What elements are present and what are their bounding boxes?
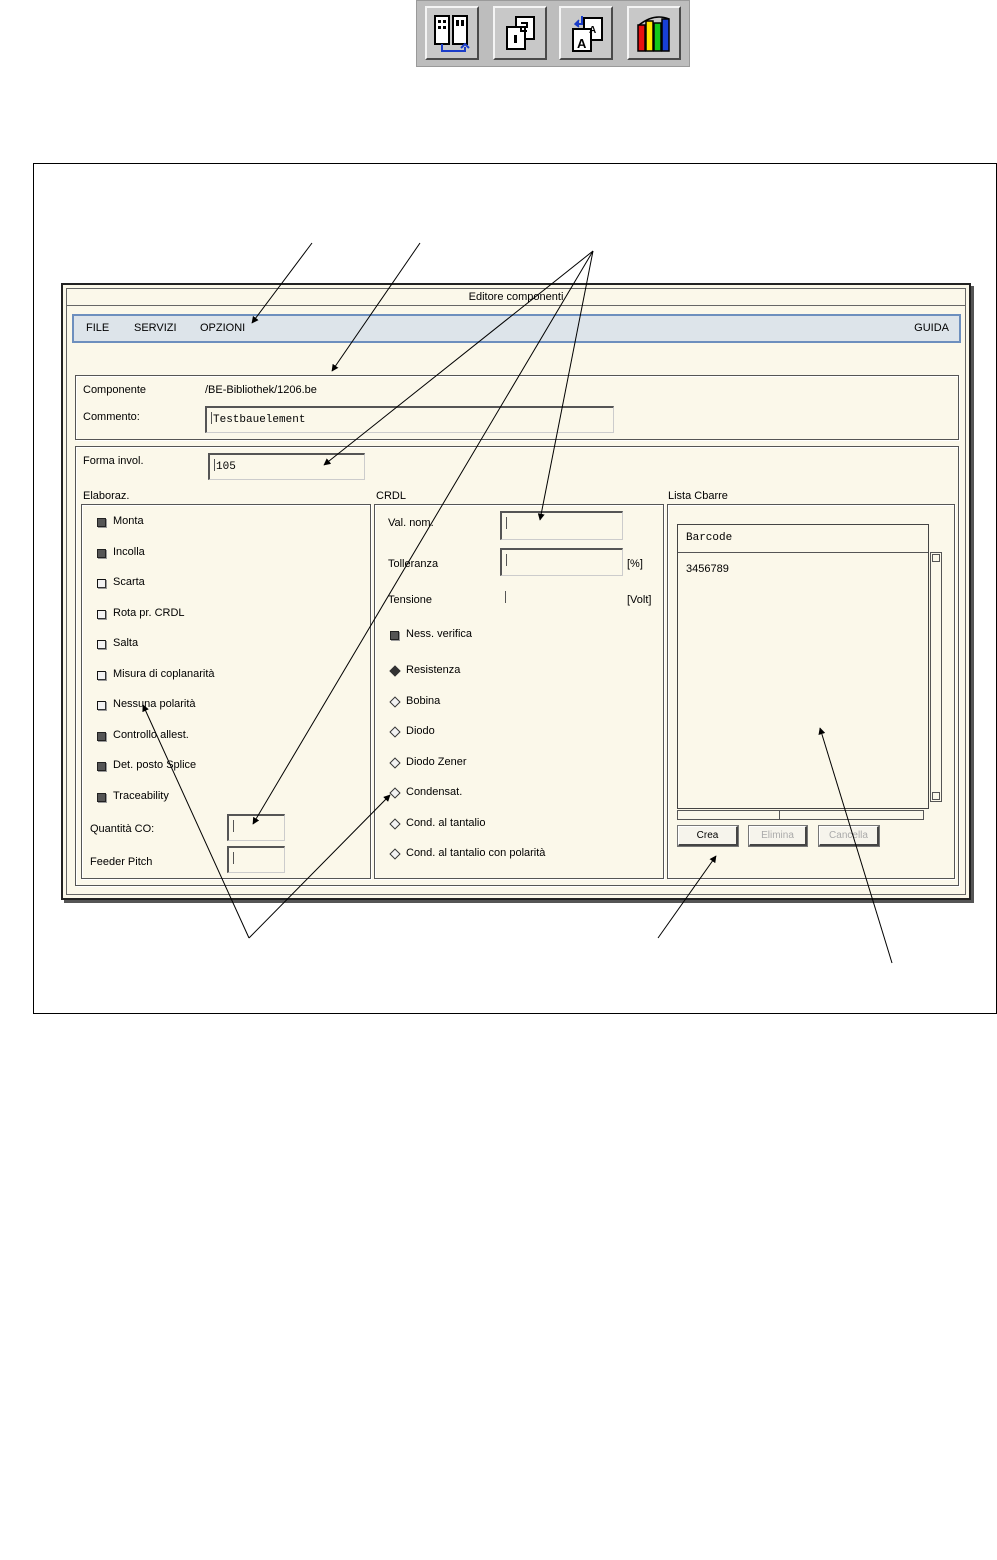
ness-verifica-checkbox[interactable] [390,631,399,640]
elaboraz-item-label: Controllo allest. [113,729,189,741]
tensione-unit: [Volt] [627,594,652,606]
barcode-rows [686,563,729,579]
quantita-field[interactable] [227,814,285,841]
elaboraz-item-label: Monta [113,515,144,527]
ness-verifica-label: Ness. verifica [406,628,473,640]
layout-editor-icon [432,13,474,55]
menu-bar [72,314,961,343]
forma-label: Forma invol. [83,455,144,467]
crdl-radio[interactable] [389,726,400,737]
forma-field[interactable] [208,453,365,480]
barcode-listbox[interactable] [677,524,929,809]
elaboraz-item-label: Nessuna polarità [113,698,196,710]
elaboraz-checkbox[interactable] [97,610,106,619]
elaboraz-item-label: Rota pr. CRDL [113,607,185,619]
feeder-pitch-label: Feeder Pitch [90,856,153,868]
component-editor-window [61,283,971,900]
elaboraz-checkbox[interactable] [97,732,106,741]
elaboraz-panel [81,504,371,879]
crdl-radio[interactable] [389,818,400,829]
elimina-button[interactable]: Elimina [749,826,807,846]
component-main-group [75,446,959,886]
horizontal-scroll-thumb[interactable] [680,811,780,819]
elaboraz-item-label: Scarta [113,576,145,588]
cancella-button[interactable]: Cancella [819,826,879,846]
component-replace-button[interactable] [559,6,613,60]
val-nom-label: Val. nom. [388,517,434,529]
menu-file[interactable]: FILE [86,322,110,334]
component-pages-icon [500,13,542,55]
tensione-field[interactable] [502,588,514,608]
component-pages-button[interactable] [493,6,547,60]
elaboraz-checkbox[interactable] [97,671,106,680]
elaboraz-checkbox[interactable] [97,579,106,588]
barcode-column-header[interactable]: Barcode [678,525,928,553]
scroll-up-arrow-icon[interactable] [932,554,940,562]
elaboraz-item-label: Traceability [113,790,169,802]
layout-editor-button[interactable] [425,6,479,60]
menu-guida[interactable]: GUIDA [914,322,949,334]
crdl-title: CRDL [376,490,406,502]
quantita-label: Quantità CO: [90,823,155,835]
library-books-icon [634,13,676,55]
lista-title: Lista Cbarre [668,490,728,502]
svg-text:A: A [589,25,597,36]
window-title: Editore componenti [67,289,965,306]
elaboraz-checkbox[interactable] [97,762,106,771]
crdl-radio[interactable] [389,757,400,768]
component-replace-icon [566,13,608,55]
elaboraz-checkbox[interactable] [97,640,106,649]
scroll-down-arrow-icon[interactable] [932,792,940,800]
tolleranza-unit: [%] [627,558,643,570]
elaboraz-checkbox[interactable] [97,518,106,527]
elaboraz-checkbox[interactable] [97,793,106,802]
commento-label: Commento: [83,411,140,423]
barcode-horizontal-scrollbar[interactable] [677,810,924,820]
component-header-group [75,375,959,440]
crdl-radio[interactable] [389,696,400,707]
elaboraz-checkbox[interactable] [97,549,106,558]
tolleranza-label: Tolleranza [388,558,439,570]
forma-value: 105 [216,461,236,473]
tensione-label: Tensione [388,594,433,606]
crdl-radio[interactable] [389,787,400,798]
crdl-radio-label: Cond. al tantalio con polarità [406,847,546,859]
crdl-radio-label: Condensat. [406,786,463,798]
componente-value: /BE-Bibliothek/1206.be [205,384,317,396]
icon-toolbar [416,0,690,67]
val-nom-field[interactable] [500,511,623,540]
window-body [66,288,966,895]
lista-panel [667,504,955,879]
crdl-radio-label: Bobina [406,695,441,707]
crea-button[interactable]: Crea [678,826,738,846]
elaboraz-checkbox[interactable] [97,701,106,710]
componente-label: Componente [83,384,146,396]
crdl-radio-label: Cond. al tantalio [406,817,486,829]
menu-servizi[interactable]: SERVIZI [134,322,177,334]
feeder-pitch-field[interactable] [227,846,285,873]
menu-opzioni[interactable]: OPZIONI [200,322,246,334]
svg-text:A: A [577,36,587,51]
crdl-radio[interactable] [389,848,400,859]
elaboraz-item-label: Salta [113,637,139,649]
crdl-radio-label: Resistenza [406,664,461,676]
library-button[interactable] [627,6,681,60]
commento-field[interactable] [205,406,614,433]
crdl-radio-label: Diodo [406,725,435,737]
elaboraz-item-label: Misura di coplanarità [113,668,215,680]
crdl-radio[interactable] [389,665,400,676]
crdl-radio-label: Diodo Zener [406,756,467,768]
crdl-panel [374,504,664,879]
tolleranza-field[interactable] [500,548,623,576]
elaboraz-title: Elaboraz. [83,490,130,502]
commento-value: Testbauelement [213,414,306,426]
barcode-vertical-scrollbar[interactable] [930,552,942,802]
elaboraz-item-label: Incolla [113,546,145,558]
elaboraz-item-label: Det. posto Splice [113,759,197,771]
barcode-row[interactable]: 3456789 [686,563,729,575]
